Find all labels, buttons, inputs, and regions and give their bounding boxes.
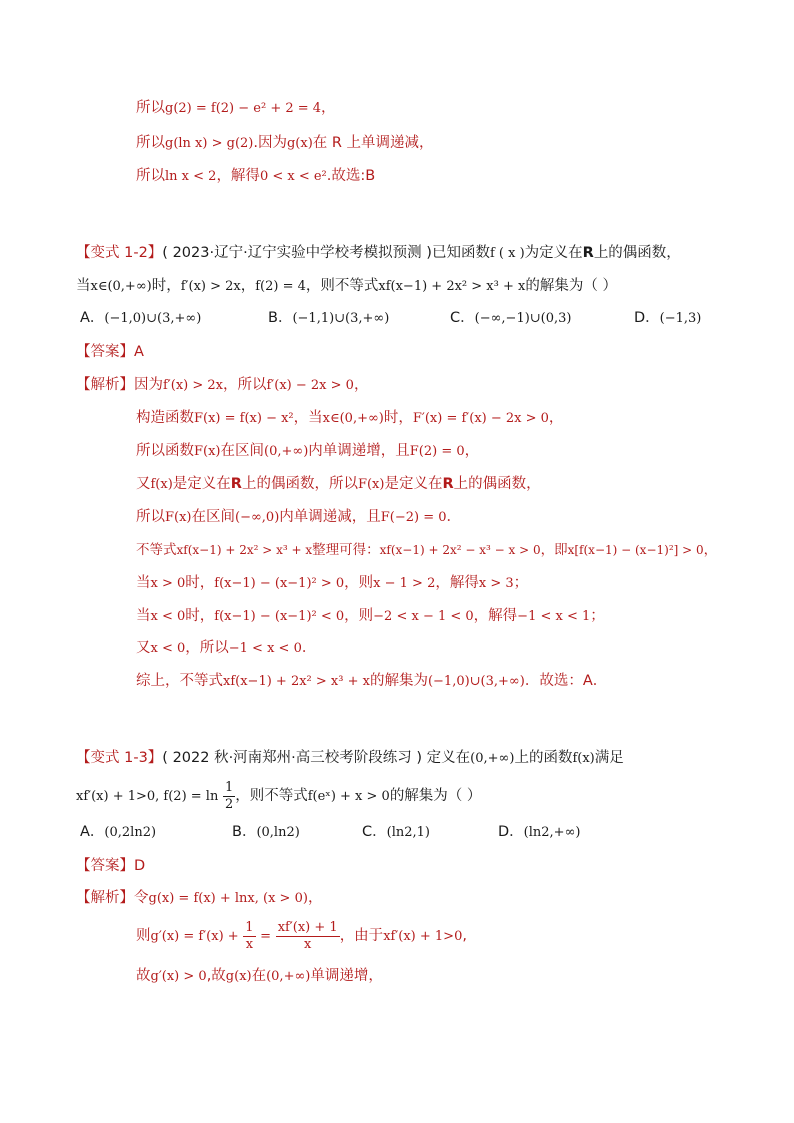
text: ； — [513, 575, 529, 591]
math-expr: F(−2) = 0 — [380, 510, 447, 525]
equals-sign: = — [260, 929, 272, 944]
text: ， — [240, 278, 256, 294]
text: 在 — [251, 968, 267, 984]
text: 当 — [76, 278, 91, 294]
option-value: (0,2ln2) — [104, 825, 157, 840]
math-expr: x∈(0,+∞) — [322, 411, 384, 426]
fraction-denominator: x — [245, 936, 254, 952]
text: 内单调递减，且 — [279, 509, 381, 525]
text: 在区间 — [191, 509, 235, 525]
math-expr: F(x) = f(x) − x² — [194, 411, 294, 426]
math-expr: (0,+∞) — [266, 969, 311, 984]
problem-3-step-3 — [136, 966, 383, 987]
problem-2-step-3 — [136, 441, 479, 462]
math-expr: −1 < x < 1 — [517, 609, 591, 624]
option-label: B． — [268, 310, 293, 326]
text: 上的偶函数， — [453, 476, 541, 492]
text: 上的偶函数，所以 — [241, 476, 358, 492]
problem-3-answer — [76, 856, 145, 876]
math-expr: xf(x−1) + 2x² > x³ + x — [176, 543, 313, 557]
text: ，所以 — [185, 640, 229, 656]
text: 满足 — [594, 750, 624, 766]
math-expr: f(x−1) − (x−1)² > 0 — [214, 576, 345, 591]
option-value: (−1,3) — [659, 311, 702, 326]
text: 时， — [185, 575, 215, 591]
text: 的解集为（ ） — [525, 278, 617, 294]
math-expr: f(eˣ) + x > 0 — [307, 789, 390, 804]
problem-tag: 【变式 1-3】 — [76, 750, 163, 766]
text: 是定义在 — [384, 476, 443, 492]
text: 因为 — [134, 377, 163, 393]
text: 所以 — [136, 168, 165, 184]
problem-2-step-10 — [136, 671, 607, 692]
answer-tag: 【答案】 — [76, 344, 134, 360]
fraction — [243, 920, 255, 953]
text: 在区间 — [220, 443, 264, 459]
option-value: (ln2,+∞) — [523, 825, 581, 840]
text: ， — [353, 377, 369, 393]
text: 的解集为 — [369, 673, 428, 689]
text: , — [462, 928, 467, 944]
math-expr: xf(x−1) + 2x² − x³ − x > 0 — [379, 543, 541, 557]
fraction — [223, 780, 235, 813]
text: ，解得 — [216, 168, 260, 184]
problem-3-option-c[interactable] — [362, 822, 430, 843]
text: ， — [464, 443, 480, 459]
problem-3-option-a[interactable] — [80, 822, 156, 843]
text: 则 — [136, 928, 151, 944]
problem-3-option-d[interactable] — [498, 822, 580, 843]
text: ，则不等式 — [235, 788, 308, 804]
answer-value: A — [134, 344, 144, 360]
problem-source: ( 2023·辽宁·辽宁实验中学校考模拟预测 )已知函数 — [162, 245, 490, 261]
text: 令 — [134, 890, 149, 906]
math-expr: F(x) — [194, 444, 221, 459]
problem-2-option-a[interactable] — [80, 308, 201, 329]
text: 的解集为（ ） — [389, 788, 482, 804]
text: 时， — [185, 608, 215, 624]
answer-tag: 【答案】 — [76, 858, 134, 874]
option-value: (−1,0)∪(3,+∞) — [104, 311, 202, 326]
math-expr: g(x) — [286, 136, 313, 151]
text: 又 — [136, 476, 151, 492]
math-expr: f(x) — [150, 477, 173, 492]
option-label: C． — [362, 824, 387, 840]
fraction-numerator: xf′(x) + 1 — [277, 919, 338, 935]
problem-3-condition — [76, 778, 481, 815]
text: ； — [590, 608, 605, 624]
text: .故选:B — [326, 168, 376, 184]
math-expr: x < 0 — [150, 641, 186, 656]
problem-2-option-d[interactable] — [634, 308, 701, 329]
problem-2-step-2 — [136, 408, 563, 429]
text: 整理可得： — [312, 542, 380, 558]
math-expr: x[f(x−1) − (x−1)²] > 0 — [567, 543, 704, 557]
top-line-3 — [136, 166, 375, 187]
problem-source: ( 2022 秋·河南郑州·高三校考阶段练习 ) 定义在 — [162, 750, 471, 766]
math-expr: (0,+∞) — [470, 751, 515, 766]
math-expr: −1 < x < 0 — [228, 641, 302, 656]
text: 不等式 — [136, 542, 177, 558]
math-expr: g′(x) = f′(x) + — [150, 929, 239, 944]
text: 故 — [136, 968, 151, 984]
text: ， — [548, 410, 564, 426]
math-expr: ln x < 2 — [165, 169, 217, 184]
text: ，由于 — [339, 928, 384, 944]
math-expr: (0,+∞) — [264, 444, 309, 459]
text: 是定义在 — [172, 476, 231, 492]
text: 所以 — [136, 100, 165, 116]
math-expr: f(2) = 4 — [255, 279, 306, 294]
option-label: A． — [80, 310, 105, 326]
text: ，则 — [344, 608, 374, 624]
option-value: (−∞,−1)∪(0,3) — [474, 311, 572, 326]
math-expr: f(x) — [572, 751, 595, 766]
problem-3-option-b[interactable] — [232, 822, 300, 843]
math-expr: 0 < x < e² — [259, 169, 327, 184]
top-line-2 — [136, 133, 434, 154]
text: 时， — [151, 278, 181, 294]
text: 所以 — [136, 135, 165, 151]
text: ，则不等式 — [305, 278, 379, 294]
text: 当 — [136, 575, 151, 591]
text: ，所以 — [223, 377, 267, 393]
text: 所以 — [136, 509, 165, 525]
math-expr: g(ln x) > g(2) — [165, 136, 254, 151]
text: 上的函数 — [514, 750, 573, 766]
math-expr: f′(x) > 2x — [163, 378, 223, 393]
text: 在 R 上单调递减， — [312, 135, 434, 151]
problem-2-step-8 — [136, 606, 605, 627]
math-expr: f ( x ) — [489, 246, 525, 261]
math-expr: F(x) — [357, 477, 385, 492]
text: ， — [703, 542, 718, 558]
option-value: (0,ln2) — [256, 825, 300, 840]
real-set-symbol: R — [582, 245, 594, 261]
text: 单调递增， — [310, 968, 383, 984]
math-expr: g(x) — [225, 969, 252, 984]
text: ， — [307, 890, 323, 906]
math-expr: g(x) = f(x) + lnx, (x > 0) — [148, 891, 308, 906]
fraction-numerator: 1 — [245, 919, 254, 935]
problem-2-option-b[interactable] — [268, 308, 389, 329]
answer-value: D — [134, 858, 146, 874]
option-value: (ln2,1) — [386, 825, 430, 840]
option-label: D． — [498, 824, 524, 840]
text: 上的偶函数， — [593, 245, 681, 261]
math-expr: xf′(x) + 1>0, f(2) = ln — [76, 789, 219, 804]
math-expr: xf′(x) + 1>0 — [383, 929, 463, 944]
math-expr: xf(x−1) + 2x² > x³ + x — [223, 674, 370, 689]
math-expr: x < 0 — [150, 609, 186, 624]
real-set-symbol: R — [230, 476, 242, 492]
math-expr: g(2) = f(2) − e² + 2 = 4 — [165, 101, 322, 116]
real-set-symbol: R — [442, 476, 454, 492]
text: 内单调递增，且 — [308, 443, 410, 459]
math-expr: f′(x) − 2x > 0 — [266, 378, 354, 393]
text: ， — [321, 100, 336, 116]
text: 所以函数 — [136, 443, 194, 459]
text: 又 — [136, 640, 151, 656]
problem-3-step-1 — [76, 888, 322, 909]
math-expr: −2 < x − 1 < 0 — [373, 609, 474, 624]
math-expr: f′(x) > 2x — [180, 279, 241, 294]
analysis-tag: 【解析】 — [76, 890, 134, 906]
problem-2-answer — [76, 342, 144, 362]
option-label: A． — [80, 824, 105, 840]
math-expr: x∈(0,+∞) — [90, 279, 152, 294]
math-expr: (−1,0)∪(3,+∞) — [427, 674, 525, 689]
problem-2-header — [76, 243, 681, 264]
text: ．故选：A． — [524, 673, 608, 689]
problem-3-header — [76, 748, 624, 769]
text: ，则 — [344, 575, 374, 591]
math-expr: (−∞,0) — [235, 510, 280, 525]
problem-2-step-6 — [136, 540, 717, 560]
option-label: C． — [450, 310, 475, 326]
text: .因为 — [253, 135, 287, 151]
option-label: D． — [634, 310, 660, 326]
math-expr: F′(x) = f′(x) − 2x > 0 — [412, 411, 549, 426]
math-expr: xf(x−1) + 2x² > x³ + x — [378, 279, 526, 294]
text: 为定义在 — [524, 245, 583, 261]
math-expr: F(x) — [165, 510, 192, 525]
math-expr: x > 3 — [478, 576, 514, 591]
problem-tag: 【变式 1-2】 — [76, 245, 163, 261]
fraction-denominator: 2 — [224, 796, 234, 812]
fraction — [276, 920, 340, 953]
math-expr: x > 0 — [150, 576, 186, 591]
text: 综上，不等式 — [136, 673, 223, 689]
text: ，解得 — [473, 608, 518, 624]
text: ． — [446, 509, 462, 525]
math-expr: x − 1 > 2 — [373, 576, 436, 591]
text: ，当 — [293, 410, 323, 426]
text: ． — [301, 640, 317, 656]
text: 时， — [383, 410, 413, 426]
problem-2-step-7 — [136, 573, 528, 594]
problem-2-step-9 — [136, 638, 316, 659]
analysis-tag: 【解析】 — [76, 377, 134, 393]
text: 构造函数 — [136, 410, 194, 426]
problem-3-step-2 — [136, 918, 467, 955]
math-expr: g′(x) > 0 — [150, 969, 207, 984]
problem-2-option-c[interactable] — [450, 308, 572, 329]
fraction-numerator: 1 — [224, 779, 234, 795]
text: ,故 — [206, 968, 226, 984]
math-expr: F(2) = 0 — [409, 444, 465, 459]
text: ，解得 — [435, 575, 479, 591]
problem-2-step-1 — [76, 375, 368, 396]
top-line-1 — [136, 98, 336, 119]
problem-2-step-5 — [136, 507, 461, 528]
math-expr: f(x−1) − (x−1)² < 0 — [214, 609, 345, 624]
fraction-denominator: x — [304, 936, 312, 952]
text: 当 — [136, 608, 151, 624]
option-label: B． — [232, 824, 257, 840]
problem-2-step-4 — [136, 474, 541, 495]
problem-2-condition — [76, 276, 617, 297]
text: ，即 — [540, 542, 568, 558]
option-value: (−1,1)∪(3,+∞) — [292, 311, 390, 326]
